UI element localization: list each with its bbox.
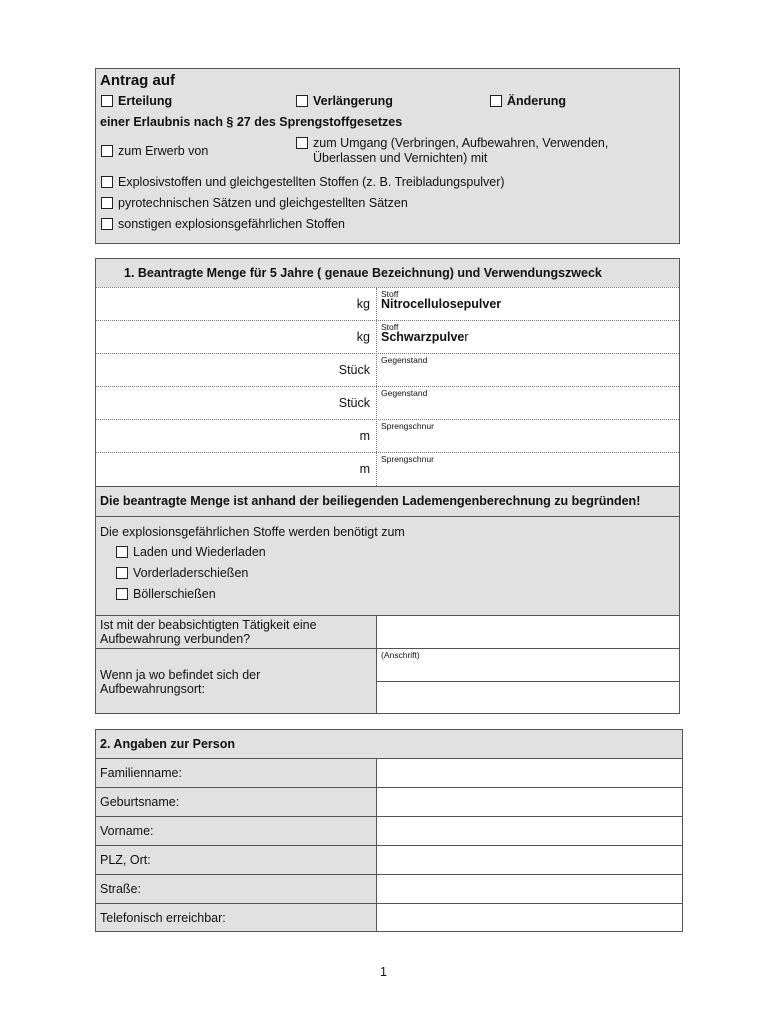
- purpose-intro: Die explosionsgefährlichen Stoffe werden benötigt zum: [100, 525, 405, 539]
- row3-label: Gegenstand: [381, 355, 428, 365]
- divider: [96, 648, 679, 649]
- checkbox-pyrotechnisch[interactable]: [101, 197, 113, 209]
- quantity-unit-6: m: [359, 462, 370, 476]
- storage-where-line1: Wenn ja wo befindet sich der: [100, 668, 261, 682]
- row2-value-rest: r: [464, 330, 469, 344]
- label-aenderung: Änderung: [507, 94, 567, 108]
- row1-value[interactable]: Nitrocellulosepulver: [381, 297, 502, 311]
- row1-label: Stoff: [381, 289, 399, 299]
- label-familienname: Familienname:: [100, 766, 182, 780]
- quantity-unit-5: m: [359, 429, 370, 443]
- checkbox-vorderlader[interactable]: [116, 567, 128, 579]
- label-telefon: Telefonisch erreichbar:: [100, 911, 226, 925]
- label-strasse: Straße:: [100, 882, 141, 896]
- checkbox-erwerb[interactable]: [101, 145, 113, 157]
- checkbox-boeller[interactable]: [116, 588, 128, 600]
- label-sonstige: sonstigen explosionsgefährlichen Stoffen: [118, 217, 346, 231]
- address-label: (Anschrift): [381, 650, 420, 660]
- familienname-field[interactable]: [377, 759, 682, 787]
- label-erwerb: zum Erwerb von: [118, 144, 209, 158]
- divider: [96, 287, 679, 288]
- row2-value[interactable]: [381, 330, 469, 345]
- checkbox-aenderung[interactable]: [490, 95, 502, 107]
- quantity-unit-3: Stück: [338, 363, 370, 377]
- label-boeller: Böllerschießen: [133, 587, 216, 601]
- label-pyrotechnisch: pyrotechnischen Sätzen und gleichgestellten Sätzen: [118, 196, 408, 210]
- section2-heading: 2. Angaben zur Person: [100, 737, 235, 751]
- row2-value-bold: Schwarzpulve: [381, 330, 465, 344]
- storage-question-line2: Aufbewahrung verbunden?: [100, 632, 251, 646]
- row4-label: Gegenstand: [381, 388, 428, 398]
- antrag-title: Antrag auf: [100, 72, 175, 89]
- antrag-subtitle: einer Erlaubnis nach § 27 des Sprengstoffgesetzes: [100, 115, 403, 129]
- label-umgang-line1: zum Umgang (Verbringen, Aufbewahren, Verwenden,: [313, 136, 609, 150]
- quantity-unit-2: kg: [356, 330, 370, 344]
- storage-where-line2: Aufbewahrungsort:: [100, 682, 205, 696]
- address-field-line2[interactable]: [377, 682, 679, 713]
- section1-note: Die beantragte Menge ist anhand der beiliegenden Lademengenberechnung zu begründen!: [100, 494, 641, 508]
- row2-label: Stoff: [381, 322, 399, 332]
- checkbox-explosivstoffe[interactable]: [101, 176, 113, 188]
- divider: [96, 353, 679, 354]
- checkbox-laden[interactable]: [116, 546, 128, 558]
- label-vorderlader: Vorderladerschießen: [133, 566, 249, 580]
- label-laden: Laden und Wiederladen: [133, 545, 266, 559]
- quantity-unit-4: Stück: [338, 396, 370, 410]
- label-explosivstoffe: Explosivstoffen und gleichgestellten Stoffen (z. B. Treibladungspulver): [118, 175, 505, 189]
- checkbox-verlaengerung[interactable]: [296, 95, 308, 107]
- row5-label: Sprengschnur: [381, 421, 434, 431]
- divider: [96, 452, 679, 453]
- divider: [96, 386, 679, 387]
- label-plz-ort: PLZ, Ort:: [100, 853, 151, 867]
- storage-answer-field[interactable]: [377, 616, 679, 648]
- divider: [376, 288, 377, 486]
- storage-question-line1: Ist mit der beabsichtigten Tätigkeit eine: [100, 618, 317, 632]
- section1-heading: 1. Beantragte Menge für 5 Jahre ( genaue Bezeichnung) und Verwendungszweck: [124, 266, 602, 280]
- label-geburtsname: Geburtsname:: [100, 795, 180, 809]
- label-erteilung: Erteilung: [118, 94, 173, 108]
- label-verlaengerung: Verlängerung: [313, 94, 393, 108]
- label-vorname: Vorname:: [100, 824, 154, 838]
- vorname-field[interactable]: [377, 817, 682, 845]
- divider: [96, 320, 679, 321]
- plz-ort-field[interactable]: [377, 846, 682, 874]
- page-number: 1: [380, 965, 387, 979]
- divider: [96, 516, 679, 517]
- strasse-field[interactable]: [377, 875, 682, 903]
- row6-label: Sprengschnur: [381, 454, 434, 464]
- divider: [96, 419, 679, 420]
- checkbox-sonstige[interactable]: [101, 218, 113, 230]
- quantity-unit-1: kg: [356, 297, 370, 311]
- checkbox-erteilung[interactable]: [101, 95, 113, 107]
- label-umgang-line2: Überlassen und Vernichten) mit: [313, 151, 488, 165]
- telefon-field[interactable]: [377, 904, 682, 931]
- geburtsname-field[interactable]: [377, 788, 682, 816]
- checkbox-umgang[interactable]: [296, 137, 308, 149]
